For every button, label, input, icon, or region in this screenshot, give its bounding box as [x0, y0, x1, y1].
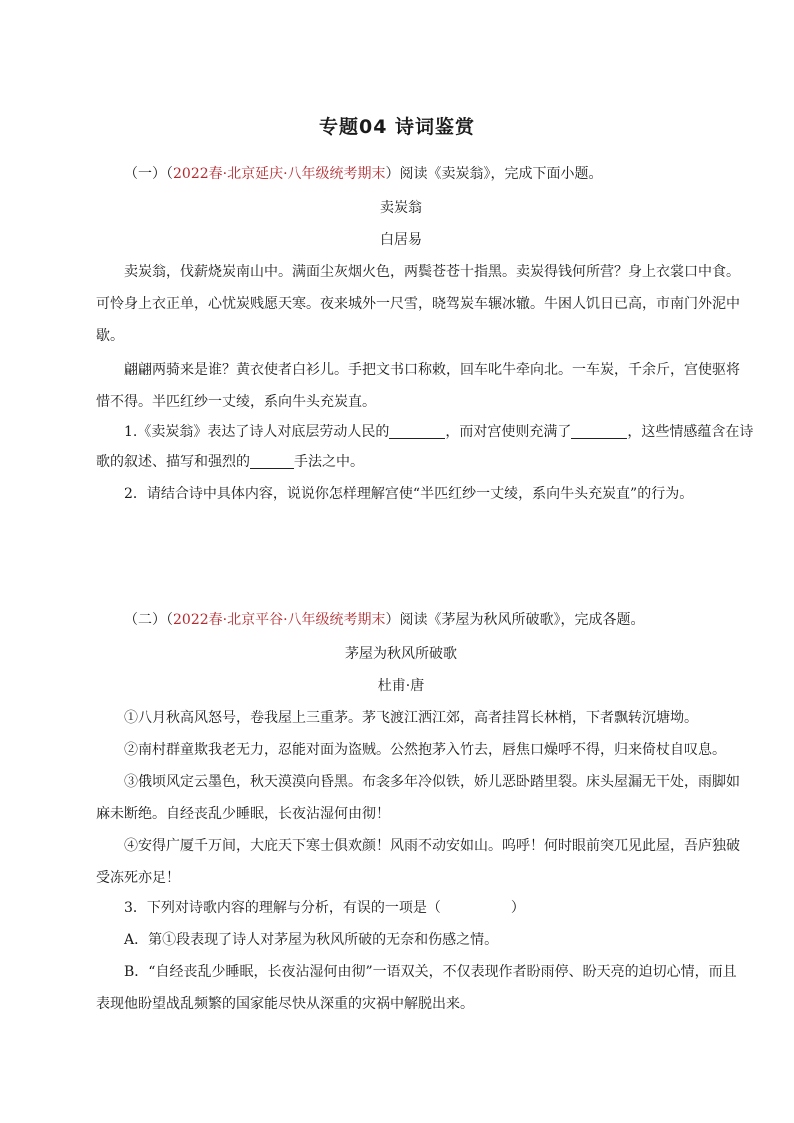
poem2-line: ③俄顷风定云墨色，秋天漠漠向昏黑。布衾多年冷似铁，娇儿恶卧踏里裂。床头屋漏无干处，雨脚如	[124, 774, 740, 790]
poem1-line: 惜不得。半匹红纱一丈绫，系向牛头充炭直。	[96, 394, 376, 410]
poem2-author: 杜甫·唐	[377, 678, 425, 694]
question-1-cont: 歌的叙述、描写和强烈的 手法之中。	[96, 454, 364, 470]
poem2-line: 麻未断绝。自经丧乱少睡眠，长夜沾湿何由彻！	[96, 806, 390, 822]
poem2-line: 受冻死亦足！	[96, 870, 180, 886]
question-3: 3．下列对诗歌内容的理解与分析，有误的一项是（ ）	[124, 900, 525, 916]
section2-source: 2022春·北京平谷·八年级统考期末	[173, 612, 386, 628]
section2-heading: （二）（2022春·北京平谷·八年级统考期末）阅读《茅屋为秋风所破歌》，完成各题。	[124, 612, 645, 628]
section1-heading: （一）（2022春·北京延庆·八年级统考期末）阅读《卖炭翁》，完成下面小题。	[124, 166, 603, 182]
poem1-line: 歇。	[96, 328, 124, 344]
poem2-title: 茅屋为秋风所破歌	[345, 646, 457, 662]
answer-blank[interactable]	[389, 422, 445, 439]
question-2: 2．请结合诗中具体内容，说说你怎样理解宫使“半匹红纱一丈绫，系向牛头充炭直”的行为。	[124, 486, 694, 502]
poem1-title: 卖炭翁	[380, 200, 422, 216]
poem2-line: ④安得广厦千万间，大庇天下寒士俱欢颜！风雨不动安如山。呜呼！何时眼前突兀见此屋，吾庐独破	[124, 838, 740, 854]
poem1-line: 可怜身上衣正单，心忧炭贱愿天寒。夜来城外一尺雪，晓驾炭车辗冰辙。牛困人饥日已高，市南门外泥中	[96, 296, 740, 312]
answer-blank[interactable]	[250, 452, 294, 469]
poem2-line: ②南村群童欺我老无力，忍能对面为盗贼。公然抱茅入竹去，唇焦口燥呼不得，归来倚杖自叹息。	[124, 742, 726, 758]
section1-source: 2022春·北京延庆·八年级统考期末	[173, 166, 386, 182]
answer-blank[interactable]	[571, 422, 627, 439]
option-b: B．“自经丧乱少睡眠，长夜沾湿何由彻”一语双关，不仅表现作者盼雨停、盼天亮的迫切心情，而且	[124, 964, 737, 980]
question-1: 1.《卖炭翁》表达了诗人对底层劳动人民的 ，而对宫使则充满了 ，这些情感蕴含在诗	[124, 424, 754, 440]
option-b-cont: 表现他盼望战乱频繁的国家能尽快从深重的灾祸中解脱出来。	[96, 996, 474, 1012]
page-title: 专题04 诗词鉴赏	[318, 116, 476, 138]
poem2-line: ①八月秋高风怒号，卷我屋上三重茅。茅飞渡江洒江郊，高者挂罥长林梢，下者飘转沉塘坳。	[124, 710, 698, 726]
poem1-line: 翩翩两骑来是谁？黄衣使者白衫儿。手把文书口称敕，回车叱牛牵向北。一车炭，千余斤，宫使驱将	[124, 362, 740, 378]
poem1-author: 白居易	[380, 232, 422, 248]
poem1-line: 卖炭翁，伐薪烧炭南山中。满面尘灰烟火色，两鬓苍苍十指黑。卖炭得钱何所营？身上衣裳口中食。	[124, 264, 740, 280]
option-a: A．第①段表现了诗人对茅屋为秋风所破的无奈和伤感之情。	[124, 932, 499, 948]
